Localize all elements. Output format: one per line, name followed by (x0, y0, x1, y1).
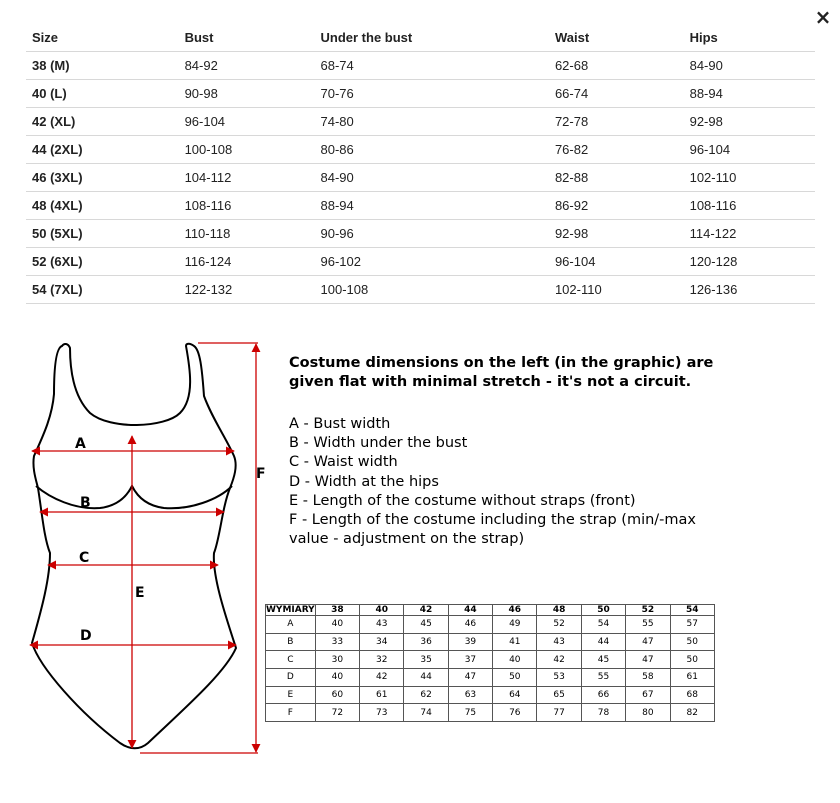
dimension-value-cell: 32 (360, 651, 404, 669)
table-row (26, 80, 815, 108)
measurement-cell: 66-74 (549, 80, 684, 108)
measurement-cell: 68-74 (315, 52, 549, 80)
measurement-cell: 86-92 (549, 192, 684, 220)
dimension-header-cell: 42 (404, 605, 448, 616)
legend-key: F (289, 512, 298, 529)
label-c: C (79, 550, 90, 566)
measurement-cell: 74-80 (315, 108, 549, 136)
legend-item (289, 434, 729, 453)
legend-text: - Length of the costume without straps (front) (298, 492, 636, 509)
dimension-table (265, 604, 715, 722)
table-row (266, 651, 715, 669)
swimsuit-diagram (20, 338, 270, 758)
dimension-value-cell: 68 (670, 686, 714, 704)
dimension-value-cell: 45 (404, 616, 448, 634)
size-header-cell: Hips (684, 24, 815, 52)
measurement-cell: 104-112 (179, 164, 315, 192)
dimension-value-cell: 52 (537, 616, 581, 634)
table-row (26, 220, 815, 248)
legend-item (289, 453, 729, 472)
dimension-value-cell: 50 (670, 651, 714, 669)
close-button[interactable]: × (814, 5, 832, 29)
measurement-cell: 76-82 (549, 136, 684, 164)
table-row (266, 686, 715, 704)
dimension-value-cell: 77 (537, 704, 581, 722)
table-row (26, 164, 815, 192)
dimension-header-cell: 48 (537, 605, 581, 616)
measurement-cell: 102-110 (684, 164, 815, 192)
table-row (26, 192, 815, 220)
dimension-value-cell: 39 (448, 633, 492, 651)
dimension-value-cell: 42 (360, 668, 404, 686)
measurement-cell: 88-94 (684, 80, 815, 108)
dimension-header-cell: 52 (626, 605, 670, 616)
dimension-value-cell: 54 (581, 616, 625, 634)
dimension-value-cell: 40 (493, 651, 537, 669)
label-f: F (256, 466, 266, 482)
measurement-cell: 84-90 (315, 164, 549, 192)
legend-list (289, 415, 729, 549)
table-row (26, 52, 815, 80)
dimension-table-header (266, 605, 715, 616)
dimension-value-cell: 63 (448, 686, 492, 704)
legend-item (289, 473, 729, 492)
dimension-description (289, 354, 729, 549)
dimension-value-cell: 36 (404, 633, 448, 651)
label-d: D (80, 628, 92, 644)
dimension-value-cell: 40 (315, 668, 359, 686)
legend-item (289, 511, 729, 549)
table-row (266, 668, 715, 686)
dimension-value-cell: 57 (670, 616, 714, 634)
measurement-cell: 80-86 (315, 136, 549, 164)
dimension-value-cell: 41 (493, 633, 537, 651)
dimension-value-cell: 62 (404, 686, 448, 704)
measurement-cell: 122-132 (179, 276, 315, 304)
measurement-cell: 110-118 (179, 220, 315, 248)
dimension-value-cell: 46 (448, 616, 492, 634)
measurement-cell: 96-102 (315, 248, 549, 276)
dimension-value-cell: 61 (360, 686, 404, 704)
size-header-cell: Under the bust (315, 24, 549, 52)
size-label-cell: 40 (L) (26, 80, 179, 108)
dimension-value-cell: 30 (315, 651, 359, 669)
dimension-value-cell: 47 (626, 651, 670, 669)
table-row (266, 633, 715, 651)
size-header-cell: Size (26, 24, 179, 52)
dimension-value-cell: 55 (581, 668, 625, 686)
dimension-value-cell: 58 (626, 668, 670, 686)
size-label-cell: 38 (M) (26, 52, 179, 80)
legend-item (289, 415, 729, 434)
legend-text: - Width under the bust (298, 435, 468, 452)
dimension-header-cell: WYMIARY (266, 605, 315, 615)
dimension-value-cell: 42 (537, 651, 581, 669)
dimension-value-cell: 73 (360, 704, 404, 722)
dimension-value-cell: 82 (670, 704, 714, 722)
measurement-cell: 100-108 (315, 276, 549, 304)
dimension-value-cell: 55 (626, 616, 670, 634)
dimension-value-cell: 80 (626, 704, 670, 722)
dimension-key-cell: F (266, 704, 316, 722)
size-label-cell: 48 (4XL) (26, 192, 179, 220)
dimension-value-cell: 33 (315, 633, 359, 651)
measurement-cell: 62-68 (549, 52, 684, 80)
legend-key: D (289, 473, 301, 490)
size-header-cell: Bust (179, 24, 315, 52)
dimension-value-cell: 64 (493, 686, 537, 704)
measurement-cell: 88-94 (315, 192, 549, 220)
dimension-value-cell: 44 (404, 668, 448, 686)
size-label-cell: 50 (5XL) (26, 220, 179, 248)
measurement-cell: 96-104 (684, 136, 815, 164)
dimension-value-cell: 49 (493, 616, 537, 634)
size-label-cell: 44 (2XL) (26, 136, 179, 164)
dimension-value-cell: 50 (493, 668, 537, 686)
swimsuit-outline (32, 344, 236, 749)
dimension-header-cell: 40 (360, 605, 404, 616)
dimension-value-cell: 67 (626, 686, 670, 704)
dimension-key-cell: B (266, 633, 316, 651)
size-label-cell: 46 (3XL) (26, 164, 179, 192)
dimension-value-cell: 47 (626, 633, 670, 651)
table-row (26, 108, 815, 136)
dimension-header-cell: 46 (493, 605, 537, 616)
measurement-cell: 90-96 (315, 220, 549, 248)
label-a: A (75, 436, 86, 452)
measurement-cell: 108-116 (684, 192, 815, 220)
legend-key: B (289, 435, 299, 452)
table-row (266, 704, 715, 722)
measurement-cell: 84-90 (684, 52, 815, 80)
dimension-value-cell: 45 (581, 651, 625, 669)
dimension-value-cell: 61 (670, 668, 714, 686)
measurement-cell: 116-124 (179, 248, 315, 276)
dimension-key-cell: C (266, 651, 316, 669)
legend-key: C (289, 454, 300, 471)
measurement-cell: 70-76 (315, 80, 549, 108)
table-row (266, 616, 715, 634)
dimension-value-cell: 65 (537, 686, 581, 704)
dimension-value-cell: 44 (581, 633, 625, 651)
table-row (26, 248, 815, 276)
size-label-cell: 42 (XL) (26, 108, 179, 136)
dimension-value-cell: 40 (315, 616, 359, 634)
measurement-cell: 114-122 (684, 220, 815, 248)
legend-item (289, 492, 729, 511)
measurement-cell: 120-128 (684, 248, 815, 276)
measurement-cell: 102-110 (549, 276, 684, 304)
dimension-value-cell: 66 (581, 686, 625, 704)
size-label-cell: 52 (6XL) (26, 248, 179, 276)
size-header-cell: Waist (549, 24, 684, 52)
dimension-value-cell: 43 (360, 616, 404, 634)
dimension-value-cell: 35 (404, 651, 448, 669)
label-e: E (135, 585, 145, 601)
measurement-cell: 92-98 (684, 108, 815, 136)
size-table-header (26, 24, 815, 52)
table-row (26, 136, 815, 164)
dimension-value-cell: 47 (448, 668, 492, 686)
dimension-header-cell: 50 (581, 605, 625, 616)
dimension-key-cell: A (266, 616, 316, 634)
dimension-value-cell: 50 (670, 633, 714, 651)
dimension-value-cell: 43 (537, 633, 581, 651)
dimension-value-cell: 72 (315, 704, 359, 722)
legend-text: - Length of the costume including the strap (min/-max value - adjustment on the strap) (289, 512, 696, 548)
dimension-value-cell: 78 (581, 704, 625, 722)
dimension-value-cell: 75 (448, 704, 492, 722)
dimension-value-cell: 37 (448, 651, 492, 669)
dimension-header-cell: 54 (670, 605, 714, 616)
measurement-cell: 126-136 (684, 276, 815, 304)
dimension-value-cell: 60 (315, 686, 359, 704)
label-b: B (80, 495, 91, 511)
legend-text: - Bust width (298, 416, 391, 432)
legend-key: E (289, 492, 299, 509)
measurement-cell: 84-92 (179, 52, 315, 80)
size-label-cell: 54 (7XL) (26, 276, 179, 304)
dimension-key-cell: E (266, 686, 316, 704)
measurement-cell: 100-108 (179, 136, 315, 164)
measurement-cell: 90-98 (179, 80, 315, 108)
description-intro: Costume dimensions on the left (in the graphic) are given flat with minimal stretch - it's not a circuit. (289, 355, 714, 390)
legend-key: A (289, 416, 299, 432)
measurement-cell: 82-88 (549, 164, 684, 192)
measurement-cell: 108-116 (179, 192, 315, 220)
dimension-value-cell: 74 (404, 704, 448, 722)
dimension-value-cell: 76 (493, 704, 537, 722)
legend-text: - Waist width (299, 454, 398, 471)
measurement-cell: 72-78 (549, 108, 684, 136)
measurement-cell: 96-104 (179, 108, 315, 136)
dimension-header-cell: 44 (448, 605, 492, 616)
table-row (26, 276, 815, 304)
measurement-cell: 96-104 (549, 248, 684, 276)
measurement-cell: 92-98 (549, 220, 684, 248)
dimension-value-cell: 53 (537, 668, 581, 686)
size-chart-table (26, 24, 815, 304)
dimension-value-cell: 34 (360, 633, 404, 651)
dimension-header-cell: 38 (315, 605, 359, 616)
dimension-key-cell: D (266, 668, 316, 686)
legend-text: - Width at the hips (300, 473, 439, 490)
